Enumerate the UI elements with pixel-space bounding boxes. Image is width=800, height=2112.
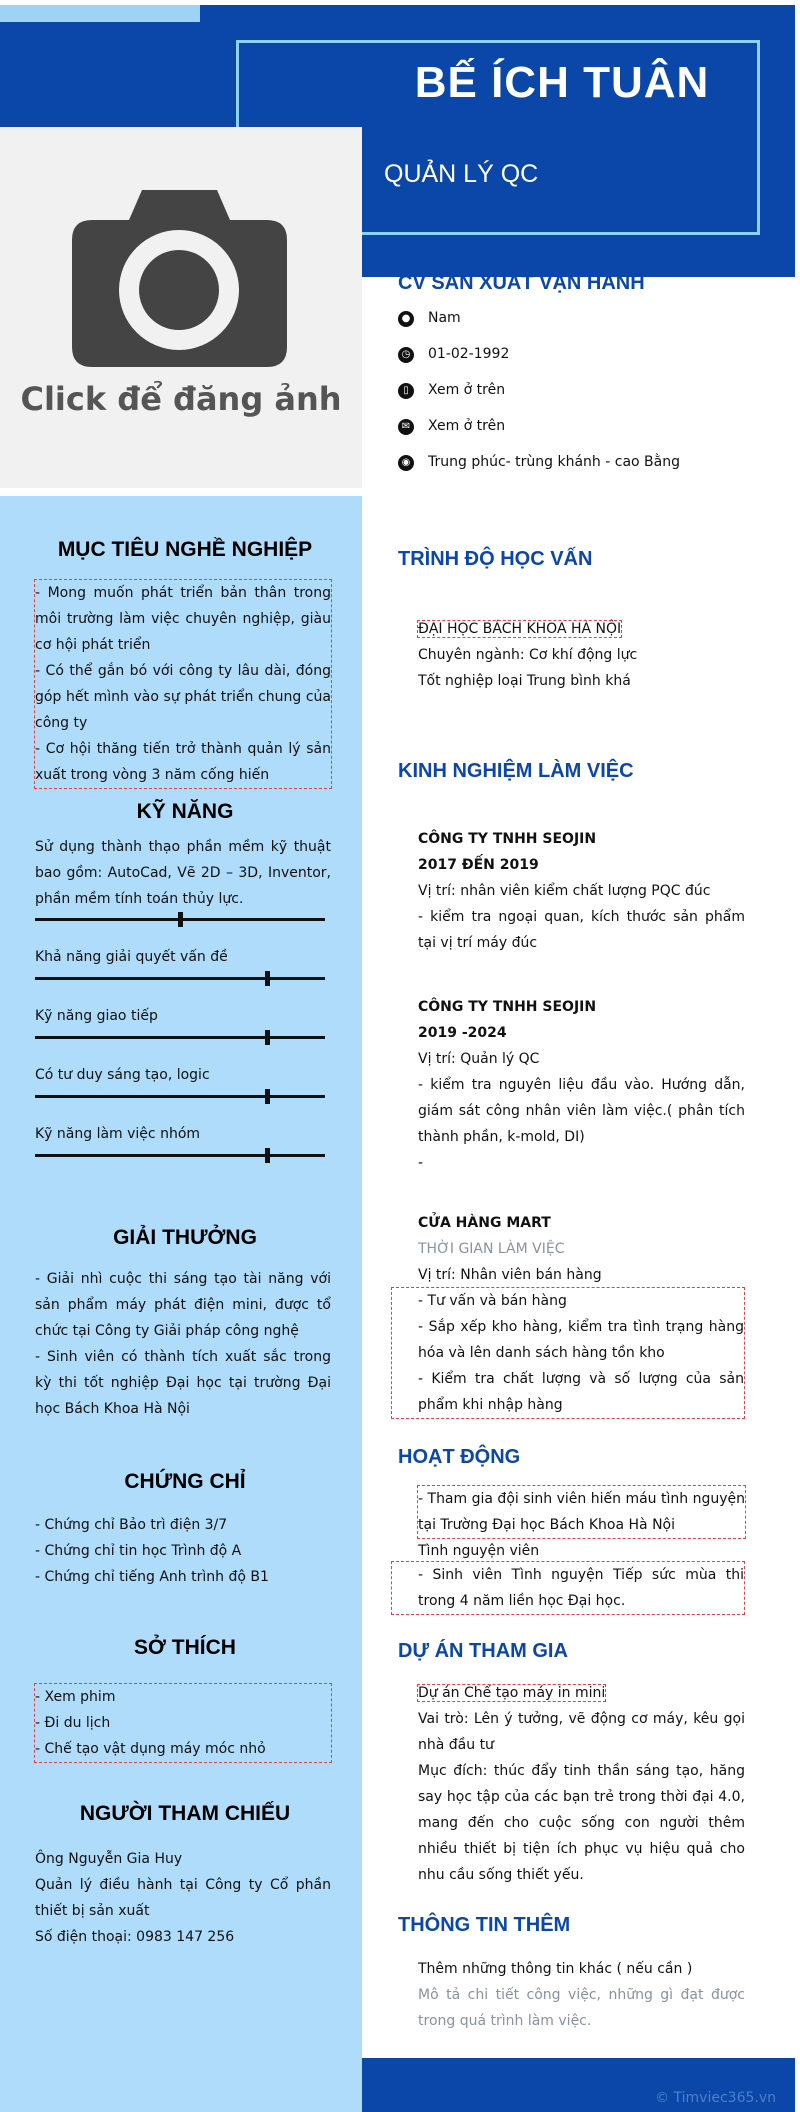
photo-upload-label[interactable]: Click để đăng ảnh: [20, 380, 342, 418]
hobbies-list[interactable]: [35, 1684, 331, 1762]
job-company: CÔNG TY TNHH SEOJIN: [418, 831, 597, 847]
personal-info-value: Nam: [428, 310, 461, 326]
job-period: 2019 -2024: [418, 1025, 507, 1041]
job-company: CÔNG TY TNHH SEOJIN: [418, 999, 597, 1015]
skill-bar-handle[interactable]: [265, 1089, 270, 1104]
education-block[interactable]: [418, 616, 745, 694]
activities-heading: HOẠT ĐỘNG: [398, 1446, 521, 1468]
project-role: Vai trò: Lên ý tưởng, vẽ động cơ máy, kêu gọi nhà đầu tư: [418, 1711, 745, 1753]
skill-bar[interactable]: [35, 1095, 325, 1098]
camera-icon[interactable]: [72, 182, 287, 367]
personal-info-value: Trung phúc- trùng khánh - cao Bằng: [428, 454, 680, 470]
skill-label: Kỹ năng làm việc nhóm: [35, 1126, 201, 1142]
personal-info-row[interactable]: [398, 454, 758, 474]
personal-info-value: Xem ở trên: [428, 418, 506, 434]
job-details: Vị trí: nhân viên kiểm chất lượng PQC đúc - kiểm tra ngoại quan, kích thước sản phẩm tại vị trí máy đúc: [418, 883, 745, 951]
watermark: © Timviec365.vn: [655, 2090, 776, 2106]
education-heading: TRÌNH ĐỘ HỌC VẤN: [398, 548, 593, 570]
education-grade: Tốt nghiệp loại Trung bình khá: [418, 673, 631, 689]
clock-icon: ◷: [398, 347, 414, 363]
skills-heading: KỸ NĂNG: [136, 800, 234, 823]
skill-bar[interactable]: [35, 1036, 325, 1039]
references-heading: NGƯỜI THAM CHIẾU: [79, 1802, 291, 1825]
awards-heading: GIẢI THƯỞNG: [113, 1226, 257, 1249]
hobby-item: - Đi du lịch: [35, 1715, 111, 1731]
candidate-title[interactable]: QUẢN LÝ QC: [384, 160, 539, 188]
job-entry[interactable]: [418, 826, 745, 956]
location-icon: ◉: [398, 455, 414, 471]
job-details[interactable]: - Tư vấn và bán hàng - Sắp xếp kho hàng, kiểm tra tình trạng hàng hóa và lên danh sách hàng tồn kho - Kiểm tra chất lượng và số lượng của sản phẩm khi nhập hàng: [392, 1288, 744, 1418]
job-entry[interactable]: [418, 994, 745, 1176]
certificate-item: - Chứng chỉ Bảo trì điện 3/7: [35, 1517, 228, 1533]
objective-text[interactable]: - Mong muốn phát triển bản thân trong môi trường làm việc chuyên nghiệp, giàu cơ hội phát triển - Có thể gắn bó với công ty lâu dài, đóng góp hết mình vào sự phát triển chung của công ty - Cơ hội thăng tiến trở thành quản lý sản xuất trong vòng 3 năm cống hiến: [35, 580, 331, 788]
personal-info-row[interactable]: [398, 310, 758, 330]
skill-bar[interactable]: [35, 977, 325, 980]
personal-info-row[interactable]: [398, 346, 758, 366]
user-icon: ●: [398, 311, 414, 327]
phone-icon: ▯: [398, 383, 414, 399]
skill-label: Kỹ năng giao tiếp: [35, 1008, 158, 1024]
certificates-heading: CHỨNG CHỈ: [124, 1470, 246, 1493]
job-company: CỬA HÀNG MART: [418, 1215, 551, 1231]
skill-label: Có tư duy sáng tạo, logic: [35, 1067, 210, 1083]
experience-heading: KINH NGHIỆM LÀM VIỆC: [398, 760, 634, 782]
personal-info-value: 01-02-1992: [428, 346, 510, 362]
skill-label: Khả năng giải quyết vấn đề: [35, 949, 228, 965]
skill-bar-handle[interactable]: [265, 1148, 270, 1163]
job-details: Vị trí: Quản lý QC - kiểm tra nguyên liệu đầu vào. Hướng dẫn, giám sát công nhân viên làm việc.( phân tích thành phần, k-mold, DI) -: [418, 1051, 745, 1171]
objective-heading: MỤC TIÊU NGHỀ NGHIỆP: [57, 538, 313, 561]
project-name: Dự án Chế tạo máy in mini: [418, 1685, 606, 1701]
job-entry[interactable]: [418, 1210, 745, 1288]
skill-bar-handle[interactable]: [265, 1030, 270, 1045]
references-text[interactable]: Ông Nguyễn Gia Huy Quản lý điều hành tại Công ty Cổ phần thiết bị sản xuất Số điện thoại: 0983 147 256: [35, 1851, 331, 1945]
hobby-item: - Xem phim: [35, 1689, 116, 1705]
activity-item[interactable]: - Sinh viên Tình nguyện Tiếp sức mùa thi trong 4 năm liền học Đại học.: [392, 1562, 744, 1614]
job-position: Vị trí: Nhân viên bán hàng: [418, 1267, 602, 1283]
awards-text[interactable]: - Giải nhì cuộc thi sáng tạo tài năng với sản phẩm máy phát điện mini, được tổ chức tại Công ty Giải pháp công nghệ - Sinh viên có thành tích xuất sắc trong kỳ thi tốt nghiệp Đại học tại trường Đại học Bách Khoa Hà Nội: [35, 1271, 331, 1417]
job-period: 2017 ĐẾN 2019: [418, 857, 539, 873]
activity-item[interactable]: - Tham gia đội sinh viên hiến máu tình nguyện tại Trường Đại học Bách Khoa Hà Nội: [418, 1486, 745, 1538]
projects-heading: DỰ ÁN THAM GIA: [398, 1640, 568, 1662]
left-column: [0, 496, 362, 2112]
project-purpose: Mục đích: thúc đẩy tinh thần sáng tạo, hăng say học tập của các bạn trẻ trong thời đại 4.0, mang đến cho cuộc sống con người thêm nhiều thiết bị tiện ích phục vụ hiệu quả cho nhu cầu sống thiết yếu.: [418, 1763, 745, 1883]
personal-info-row[interactable]: [398, 418, 758, 438]
certificate-item: - Chứng chỉ tiếng Anh trình độ B1: [35, 1569, 269, 1585]
skill-bar-handle[interactable]: [178, 912, 183, 927]
school-name: ĐẠI HỌC BÁCH KHOA HÀ NỘI: [418, 621, 622, 637]
more-info-heading: THÔNG TIN THÊM: [398, 1914, 571, 1936]
candidate-name[interactable]: BẾ ÍCH TUÂN: [414, 58, 710, 107]
more-info-line[interactable]: Thêm những thông tin khác ( nếu cần ): [418, 1961, 693, 1977]
job-period: THỜI GIAN LÀM VIỆC: [418, 1241, 565, 1257]
email-icon: ✉: [398, 419, 414, 435]
skill-bar-handle[interactable]: [265, 971, 270, 986]
skill-bar[interactable]: [35, 918, 325, 921]
personal-info-row[interactable]: [398, 382, 758, 402]
header-accent-strip: [0, 5, 200, 22]
hobbies-heading: SỞ THÍCH: [134, 1636, 236, 1659]
activity-role[interactable]: Tình nguyện viên: [418, 1543, 540, 1559]
certificates-list[interactable]: [35, 1512, 331, 1590]
education-major: Chuyên ngành: Cơ khí động lực: [418, 647, 638, 663]
hobby-item: - Chế tạo vật dụng máy móc nhỏ: [35, 1741, 266, 1757]
certificate-item: - Chứng chỉ tin học Trình độ A: [35, 1543, 242, 1559]
personal-info-value: Xem ở trên: [428, 382, 506, 398]
more-info-hint[interactable]: Mô tả chi tiết công việc, những gì đạt được trong quá trình làm việc.: [418, 1987, 745, 2029]
skills-intro[interactable]: Sử dụng thành thạo phần mềm kỹ thuật bao gồm: AutoCad, Vẽ 2D – 3D, Inventor, phần mềm tính toán thủy lực.: [35, 839, 331, 907]
project-entry[interactable]: [418, 1680, 745, 1888]
skill-bar[interactable]: [35, 1154, 325, 1157]
personal-heading[interactable]: CV SẢN XUẤT VẬN HÀNH: [398, 272, 645, 294]
